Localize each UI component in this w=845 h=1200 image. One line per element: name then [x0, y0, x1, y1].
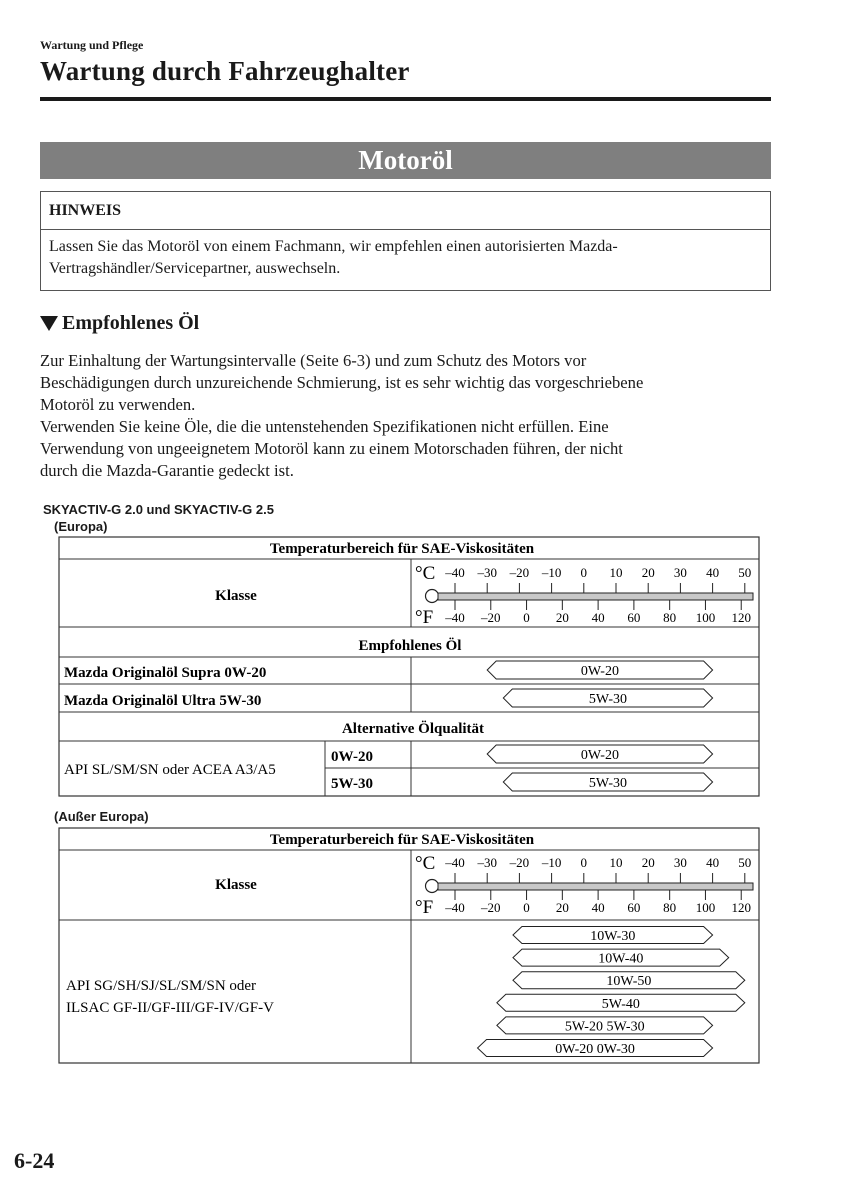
table1-alternative-spec: API SL/SM/SN oder ACEA A3/A5 [64, 762, 276, 778]
celsius-tick-label: –20 [509, 565, 530, 580]
celsius-tick-label: 50 [738, 855, 752, 870]
table1-europe [59, 537, 759, 796]
fahrenheit-tick-label: 80 [663, 900, 677, 915]
grade-arrow-label: 0W-20 0W-30 [555, 1042, 635, 1057]
fahrenheit-tick-label: –40 [445, 610, 465, 625]
table1-recommended-header: Empfohlenes Öl [358, 638, 462, 654]
table2-outside-europe [59, 828, 759, 1063]
celsius-tick-label: –30 [477, 855, 497, 870]
celsius-tick-label: 20 [641, 565, 655, 580]
thermometer-bulb-icon [426, 590, 439, 603]
table2-temp-header: Temperaturbereich für SAE-Viskositäten [269, 832, 535, 848]
fahrenheit-tick-label: 40 [591, 610, 605, 625]
table2-spec-line: ILSAC GF-II/GF-III/GF-IV/GF-V [66, 1000, 274, 1016]
celsius-tick-label: 30 [673, 855, 687, 870]
thermometer-bulb-icon [426, 880, 439, 893]
page-number: 6-24 [14, 1148, 55, 1173]
text-line: durch die Mazda-Garantie gedeckt ist. [40, 461, 294, 480]
notice-line: Vertragshändler/Servicepartner, auswechseln. [49, 260, 341, 277]
table2-spec-line: API SG/SH/SJ/SL/SM/SN oder [66, 978, 257, 994]
grade-arrow-label: 5W-40 [601, 996, 640, 1012]
table1-row-name: Mazda Originalöl Supra 0W-20 [64, 665, 267, 681]
celsius-unit: °C [415, 563, 436, 584]
thermometer-tube [438, 883, 753, 890]
fahrenheit-tick-label: 20 [555, 900, 569, 915]
text-line: Motoröl zu verwenden. [40, 395, 196, 414]
section-title: Motoröl [358, 145, 453, 175]
celsius-tick-label: –40 [445, 565, 465, 580]
fahrenheit-tick-label: 20 [555, 610, 569, 625]
text-line: Verwenden Sie keine Öle, die die untenstehenden Spezifikationen nicht erfüllen. Eine [40, 417, 609, 436]
grade-arrow-label: 10W-50 [606, 974, 652, 990]
table2-klasse: Klasse [215, 877, 257, 893]
table1-caption: SKYACTIV-G 2.0 und SKYACTIV-G 2.5 [43, 502, 274, 517]
table1-alt-grade: 0W-20 [331, 749, 373, 765]
grade-arrow-label: 0W-20 [580, 748, 619, 763]
grade-arrow-label: 5W-20 5W-30 [564, 1019, 645, 1035]
celsius-tick-label: –20 [509, 855, 530, 870]
table1-row-name: Mazda Originalöl Ultra 5W-30 [64, 693, 262, 709]
text-line: Beschädigungen durch unzureichende Schmierung, ist es sehr wichtig das vorgeschriebene [40, 373, 644, 392]
page-title: Wartung durch Fahrzeughalter [40, 56, 410, 86]
grade-arrow-label: 10W-40 [598, 951, 644, 967]
fahrenheit-tick-label: 40 [591, 900, 605, 915]
celsius-tick-label: 10 [609, 565, 623, 580]
fahrenheit-unit: °F [415, 897, 434, 918]
fahrenheit-tick-label: –20 [481, 610, 501, 625]
running-section-label: Wartung und Pflege [40, 38, 144, 52]
celsius-tick-label: –10 [541, 855, 562, 870]
celsius-tick-label: 10 [609, 855, 623, 870]
celsius-tick-label: 40 [706, 565, 720, 580]
grade-arrow-label: 5W-30 [588, 692, 628, 707]
table2-grade-arrows [478, 927, 745, 1058]
text-line: Zur Einhaltung der Wartungsintervalle (Seite 6-3) und zum Schutz des Motors vor [40, 351, 587, 370]
fahrenheit-tick-label: 100 [695, 610, 716, 625]
thermometer-tube [438, 593, 753, 600]
grade-arrow-label: 5W-30 [588, 776, 628, 791]
fahrenheit-tick-label: –40 [445, 900, 465, 915]
table2-region: (Außer Europa) [54, 809, 149, 824]
fahrenheit-tick-label: 0 [523, 610, 530, 625]
fahrenheit-unit: °F [415, 607, 434, 628]
table2-temperature-scale [415, 853, 753, 918]
celsius-tick-label: 0 [580, 855, 588, 870]
table1-alternative-header: Alternative Ölqualität [341, 721, 485, 737]
table1-temp-header: Temperaturbereich für SAE-Viskositäten [269, 541, 535, 557]
fahrenheit-tick-label: 0 [523, 900, 530, 915]
fahrenheit-tick-label: –20 [481, 900, 501, 915]
text-line: Verwendung von ungeeignetem Motoröl kann zu einem Motorschaden führen, der nicht [40, 439, 623, 458]
grade-arrow-label: 10W-30 [590, 929, 636, 944]
celsius-tick-label: –40 [445, 855, 465, 870]
table1-alt-grade: 5W-30 [331, 776, 373, 792]
notice-line: Lassen Sie das Motoröl von einem Fachmann, wir empfehlen einen autorisierten Mazda- [49, 238, 618, 255]
fahrenheit-tick-label: 60 [627, 900, 641, 915]
fahrenheit-tick-label: 120 [731, 610, 751, 625]
celsius-tick-label: –30 [477, 565, 497, 580]
fahrenheit-tick-label: 100 [695, 900, 716, 915]
grade-arrow-label: 0W-20 [580, 664, 619, 679]
fahrenheit-tick-label: 60 [627, 610, 641, 625]
fahrenheit-tick-label: 80 [663, 610, 677, 625]
notice-heading: HINWEIS [41, 192, 770, 230]
table1-region: (Europa) [54, 519, 108, 534]
table1-temperature-scale [415, 563, 753, 628]
fahrenheit-tick-label: 120 [731, 900, 751, 915]
celsius-unit: °C [415, 853, 436, 874]
table1-klasse: Klasse [215, 588, 257, 604]
celsius-tick-label: –10 [541, 565, 562, 580]
celsius-tick-label: 40 [706, 855, 720, 870]
subsection-title: Empfohlenes Öl [62, 312, 200, 334]
celsius-tick-label: 50 [738, 565, 752, 580]
table1-grade-arrows [487, 661, 712, 791]
celsius-tick-label: 30 [673, 565, 687, 580]
celsius-tick-label: 20 [641, 855, 655, 870]
celsius-tick-label: 0 [580, 565, 588, 580]
